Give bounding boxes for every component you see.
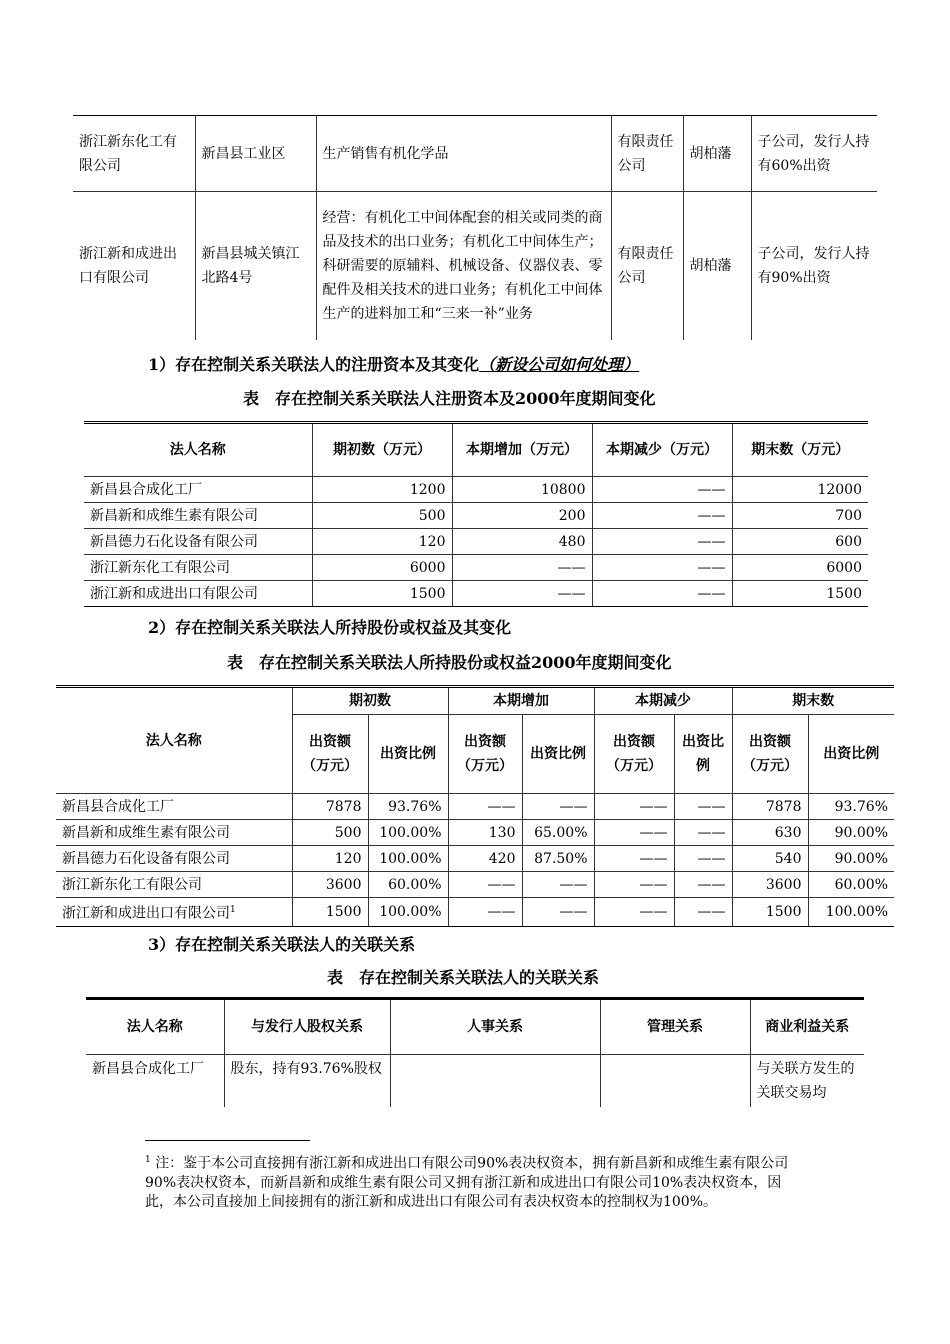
cell: ——: [592, 503, 732, 529]
col-header: 法人名称: [86, 999, 224, 1055]
cell: ——: [452, 581, 592, 607]
sub-header: 出资比例: [674, 715, 732, 794]
col-header: 本期减少（万元）: [592, 423, 732, 477]
table-row: [73, 192, 877, 341]
company-type: 有限责任公司: [611, 192, 683, 341]
col-header: 期末数（万元）: [751, 442, 850, 458]
cell: 500: [312, 503, 452, 529]
cell: 100.00%: [368, 846, 448, 872]
col-header: 管理关系: [600, 999, 750, 1055]
cell: 1500: [732, 581, 868, 607]
footnote-ref: 1: [230, 905, 236, 915]
sub-header: 出资额（万元）: [732, 715, 808, 794]
cell: 630: [732, 820, 808, 846]
cell: [600, 1055, 750, 1108]
cell: 60.00%: [808, 872, 894, 898]
col-header: 与发行人股权关系: [224, 999, 390, 1055]
cell: ——: [674, 820, 732, 846]
cell: 浙江新东化工有限公司: [56, 872, 292, 898]
cell: ——: [592, 555, 732, 581]
cell: 1500: [292, 898, 368, 927]
cell: ——: [674, 794, 732, 820]
company-name: 浙江新和成进出口有限公司: [73, 192, 195, 341]
cell: 新昌县合成化工厂: [56, 794, 292, 820]
cell: 新昌德力石化设备有限公司: [56, 846, 292, 872]
cell: 12000: [732, 477, 868, 503]
section1-heading-note: （新设公司如何处理）: [479, 355, 640, 374]
col-header: 法人名称: [84, 423, 312, 477]
table-row: [56, 794, 894, 820]
sub-header: 出资比例: [368, 715, 448, 794]
cell: 1500: [312, 581, 452, 607]
cell: 60.00%: [368, 872, 448, 898]
cell: 540: [732, 846, 808, 872]
cell: 股东，持有93.76%股权: [224, 1055, 390, 1108]
cell: 100.00%: [368, 898, 448, 927]
cell: 新昌新和成维生素有限公司: [84, 503, 312, 529]
cell: 100.00%: [368, 820, 448, 846]
group-header: 本期增加: [448, 687, 594, 715]
cell: 120: [312, 529, 452, 555]
cell: 1500: [732, 898, 808, 927]
relation: 子公司，发行人持有90%出资: [751, 192, 877, 341]
cell: 700: [732, 503, 868, 529]
footnote-separator: [145, 1140, 310, 1141]
table-row: [56, 872, 894, 898]
cell: 65.00%: [522, 820, 594, 846]
cell: 93.76%: [808, 794, 894, 820]
section3-table-title: 表 存在控制关系关联法人的关联关系: [327, 968, 600, 987]
cell: 浙江新和成进出口有限公司$^1$: [56, 898, 292, 927]
table-row: [84, 581, 868, 607]
cell: 浙江新和成进出口有限公司: [84, 581, 312, 607]
sub-header: 出资比例: [522, 715, 594, 794]
sub-header: 出资比例: [808, 715, 894, 794]
cell: 1200: [312, 477, 452, 503]
cell: 100.00%: [808, 898, 894, 927]
cell: 130: [448, 820, 522, 846]
table-row: [84, 503, 868, 529]
cell: 200: [452, 503, 592, 529]
col-header: 期初数（万元）: [312, 423, 452, 477]
cell: 新昌县合成化工厂: [86, 1055, 224, 1108]
cell: ——: [592, 581, 732, 607]
group-header: 期末数: [732, 687, 894, 715]
cell: ——: [594, 794, 674, 820]
col-header: 法人名称: [56, 687, 292, 794]
sub-header: 出资额（万元）: [292, 715, 368, 794]
table-header-row: [84, 423, 868, 477]
cell: 600: [732, 529, 868, 555]
company-type: 有限责任公司: [611, 116, 683, 192]
section3-heading: 3）存在控制关系关联法人的关联关系: [148, 935, 416, 954]
cell: 新昌德力石化设备有限公司: [84, 529, 312, 555]
legal-rep: 胡柏藩: [683, 116, 751, 192]
section2-table-title: 表 存在控制关系关联法人所持股份或权益2000年度期间变化: [227, 653, 672, 672]
cell: 93.76%: [368, 794, 448, 820]
relationship-table: [86, 997, 864, 1107]
footnote-mark: 1: [145, 1155, 151, 1165]
table-row: [84, 529, 868, 555]
cell: ——: [674, 898, 732, 927]
col-header: 本期增加（万元）: [452, 423, 592, 477]
table-row: [86, 1055, 864, 1108]
table-row: [56, 820, 894, 846]
cell: 新昌县合成化工厂: [84, 477, 312, 503]
registered-capital-table: [84, 421, 868, 607]
cell: ——: [594, 898, 674, 927]
cell: ——: [448, 794, 522, 820]
cell: ——: [448, 898, 522, 927]
cell: 3600: [292, 872, 368, 898]
table-row: [84, 555, 868, 581]
cell: ——: [674, 872, 732, 898]
company-address: 新昌县城关镇江北路4号: [195, 192, 316, 341]
company-address: 新昌县工业区: [195, 116, 316, 192]
cell: ——: [452, 555, 592, 581]
col-header: 人事关系: [390, 999, 600, 1055]
cell: 6000: [732, 555, 868, 581]
table-header-row: [86, 999, 864, 1055]
cell: 与关联方发生的关联交易均: [756, 1061, 855, 1101]
footnote-text: 注：鉴于本公司直接拥有浙江新和成进出口有限公司90%表决权资本，拥有新昌新和成维生素有限公司90%表决权资本，而新昌新和成维生素有限公司又拥有浙江新和成进出口有限公司10%表决权资本，因此，本公司直接加上间接拥有的浙江新和成进出口有限公司有表决权资本的控制权为100%。: [145, 1155, 789, 1210]
cell: ——: [594, 872, 674, 898]
cell: ——: [522, 872, 594, 898]
cell: [390, 1055, 600, 1108]
cell: 420: [448, 846, 522, 872]
cell: ——: [522, 794, 594, 820]
group-header: 期初数: [292, 687, 448, 715]
relation: 子公司，发行人持有60%出资: [751, 116, 877, 192]
cell: 10800: [452, 477, 592, 503]
company-name: 浙江新东化工有限公司: [73, 116, 195, 192]
cell: 120: [292, 846, 368, 872]
sub-header: 出资额（万元）: [594, 715, 674, 794]
business-scope: 经营：有机化工中间体配套的相关或同类的商品及技术的出口业务；有机化工中间体生产；科研需要的原辅料、机械设备、仪器仪表、零配件及相关技术的进口业务；有机化工中间体生产的进料加工和“三来一补”业务: [316, 192, 611, 341]
section1-heading: [148, 352, 639, 375]
cell: 新昌新和成维生素有限公司: [56, 820, 292, 846]
section2-heading: 2）存在控制关系关联法人所持股份或权益及其变化: [148, 618, 512, 637]
section1-heading-text: 1）存在控制关系关联法人的注册资本及其变化: [148, 355, 480, 374]
section1-table-title: 表 存在控制关系关联法人注册资本及2000年度期间变化: [243, 389, 656, 408]
footnote: [145, 1151, 805, 1212]
cell: ——: [592, 477, 732, 503]
table-row: [56, 846, 894, 872]
cell: ——: [522, 898, 594, 927]
cell: ——: [594, 846, 674, 872]
col-header: 商业利益关系: [750, 999, 864, 1055]
cell: ——: [448, 872, 522, 898]
table-row: [73, 116, 877, 192]
legal-rep: 胡柏藩: [683, 192, 751, 341]
related-company-table: [73, 115, 877, 340]
cell: 7878: [732, 794, 808, 820]
cell: 90.00%: [808, 846, 894, 872]
table-row: [56, 898, 894, 927]
sub-header: 出资额（万元）: [448, 715, 522, 794]
table-row: [84, 477, 868, 503]
cell: 3600: [732, 872, 808, 898]
cell: 480: [452, 529, 592, 555]
cell: 500: [292, 820, 368, 846]
table-header-row: [56, 687, 894, 715]
cell: 87.50%: [522, 846, 594, 872]
equity-change-table: [56, 685, 894, 927]
business-scope: 生产销售有机化学品: [316, 116, 611, 192]
cell: ——: [674, 846, 732, 872]
cell: 6000: [312, 555, 452, 581]
cell: 7878: [292, 794, 368, 820]
cell: ——: [592, 529, 732, 555]
cell: 浙江新东化工有限公司: [84, 555, 312, 581]
cell: 90.00%: [808, 820, 894, 846]
group-header: 本期减少: [594, 687, 732, 715]
cell: ——: [594, 820, 674, 846]
